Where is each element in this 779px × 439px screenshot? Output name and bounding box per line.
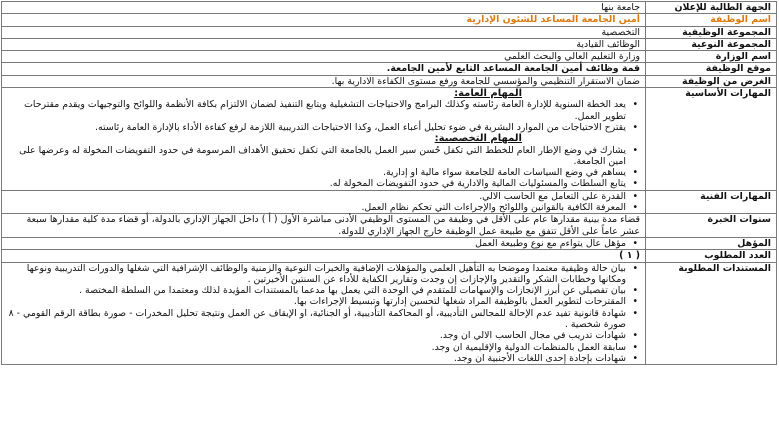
row-tech-skills — [2, 190, 777, 214]
value-experience: قضاء مدة بينية مقدارها عام على الأقل في وظيفة من المستوى الوظيفي الأدنى مباشرة الأول ( أ ) داخل الجهاز الإداري بالدولة، أو قضاء مدة كلية مقدارها سبعة عشر عاماً على الأقل تتفق مع طبيعة عمل الوظيفة خارج الجهاز الإداري للدولة. — [2, 214, 646, 238]
row-ministry — [2, 51, 777, 63]
label-job-group: المجموعة الوظيفية — [646, 26, 777, 38]
value-location: قمة وظائف أمين الجامعة المساعد التابع لأمين الجامعة. — [2, 63, 646, 75]
label-location: موقع الوظيفة — [646, 63, 777, 75]
value-count: ( ١ ) — [2, 250, 646, 262]
value-job-group: التخصصية — [2, 26, 646, 38]
list-item: • يشارك في وضع الإطار العام للخطط التي تكفل حُسن سير العمل بالجامعة التي تكفل تحقيق الأهداف المرسومة في حدود التفويضات المخولة له وعرضها على امين الجامعة. — [7, 145, 626, 168]
label-entity: الجهة الطالبة للإعلان — [646, 2, 777, 14]
value-documents — [2, 262, 646, 365]
list-item: • المقترحات لتطوير العمل بالوظيفة المراد شغلها لتحسين إدارتها وتبسيط الإجراءات بها. — [7, 296, 626, 307]
list-item: • يساهم في وضع السياسات العامة للجامعة سواء مالية او إدارية. — [7, 167, 626, 178]
row-basic-skills — [2, 88, 777, 191]
row-job-name — [2, 14, 777, 26]
value-entity: جامعة بنها — [2, 2, 646, 14]
basic-skills-label: المهارات الأساسية — [685, 88, 771, 100]
list-item: • شهادات تدريب في مجال الحاسب الالي ان وجد. — [7, 330, 626, 341]
list-item: • القدرة على التعامل مع الحاسب الالي. — [7, 191, 626, 202]
label-purpose: الغرض من الوظيفة — [646, 75, 777, 87]
value-basic-skills — [2, 88, 646, 191]
specific-tasks-list — [7, 145, 640, 190]
list-item: • شهادات بإجادة إحدى اللغات الأجنبية ان وجد. — [7, 353, 626, 364]
row-location — [2, 63, 777, 75]
list-item: • بيان تفصيلي عن أبرز الإنجازات والإسهامات للمتقدم في الوحدة التي يعمل بها مدعما بالمستندات المؤيدة لذلك ومعتمدا من السلطة المختصة . — [7, 285, 626, 296]
value-ministry: وزارة التعليم العالي والبحث العلمي — [2, 51, 646, 63]
value-qualification — [2, 237, 646, 249]
row-qualification — [2, 237, 777, 249]
label-job-name: اسم الوظيفة — [646, 14, 777, 26]
row-purpose — [2, 75, 777, 87]
label-tech-skills: المهارات الفنية — [646, 190, 777, 214]
qualification-list — [7, 238, 640, 249]
value-job-name: أمين الجامعة المساعد للشئون الإدارية — [2, 14, 646, 26]
value-purpose: ضمان الاستقرار التنظيمي والمؤسسي للجامعة ورفع مستوى الكفاءة الادارية بها. — [2, 75, 646, 87]
general-tasks-title: المهام العامة: — [454, 88, 522, 100]
list-item: • يقترح الاحتياجات من الموارد البشرية في ضوء تحليل أعباء العمل، وكذا الاحتياجات التدريبية اللازمة لرفع كفاءة الأداء بالإدارة العامة رئاسته. — [7, 122, 626, 133]
job-announcement-table — [1, 1, 777, 365]
label-experience: سنوات الخبرة — [646, 214, 777, 238]
list-item: • مؤهل عال يتواءم مع نوع وطبيعة العمل — [7, 238, 626, 249]
label-ministry: اسم الوزارة — [646, 51, 777, 63]
documents-list — [7, 263, 640, 365]
general-tasks-list — [7, 99, 640, 133]
label-qualification: المؤهل — [646, 237, 777, 249]
row-job-group — [2, 26, 777, 38]
list-item: • يتابع السلطات والمسئوليات المالية والادارية في حدود التفويضات المخولة له. — [7, 178, 626, 189]
list-item: • سابقة العمل بالمنظمات الدولية والإقليمية ان وجد. — [7, 342, 626, 353]
list-item: • بيان حالة وظيفية معتمدا وموضحا به التأهيل العلمي والمؤهلات الإضافية والخبرات النوعية والزمنية والوظائف الإشرافية التي شغلها والدورات التدريبية ونوعها ومكانها وخطابات الشكر والتقدير والإجازات إن وجدت وتقارير الكفاية للأداء عن السنتين الأخيرتين . — [7, 263, 626, 286]
label-documents: المستندات المطلوبة — [646, 262, 777, 365]
label-qual-group: المجموعة النوعية — [646, 38, 777, 50]
row-qual-group — [2, 38, 777, 50]
label-basic-skills — [646, 88, 777, 191]
row-documents — [2, 262, 777, 365]
row-count — [2, 250, 777, 262]
list-item: • المعرفة الكافية بالقوانين واللوائح والإجراءات التي تحكم نظام العمل. — [7, 202, 626, 213]
label-count: العدد المطلوب — [646, 250, 777, 262]
value-tech-skills — [2, 190, 646, 214]
row-experience — [2, 214, 777, 238]
list-item: • يعد الخطة السنوية للإدارة العامة رئاسته وكذلك البرامج والاحتياجات التشغيلية ويتابع التنفيذ لضمان الالتزام بكافة الأنظمة واللوائح والتوجيهات ويقدم مقترحات تطوير العمل. — [7, 99, 626, 122]
list-item: • شهادة قانونية تفيد عدم الإحالة للمجالس التأديبية، أو المحاكمة التأديبية، أو الجنائية، او الإيقاف عن العمل ونتيجة تحليل المخدرات - صورة بطاقة الرقم القومي - ٨ صورة شخصية . — [7, 308, 626, 331]
specific-tasks-title: المهام التخصصية: — [434, 133, 522, 145]
row-entity — [2, 2, 777, 14]
value-qual-group: الوظائف القيادية — [2, 38, 646, 50]
tech-skills-list — [7, 191, 640, 214]
